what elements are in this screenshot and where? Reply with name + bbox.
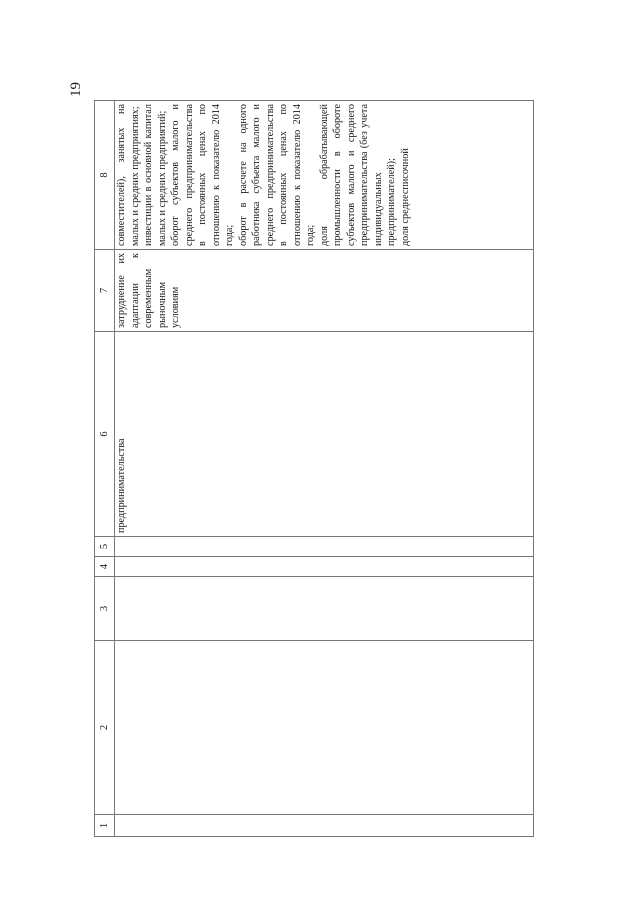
cell-col6: предпринимательства [115, 332, 534, 537]
table-header-row [95, 101, 115, 837]
indicator-line: оборот в расчете на одного работника субъекта малого и среднего предпринимательства в постоянных ценах по отношению к показателю 2014 года; [237, 104, 316, 246]
header-cell-8: 8 [95, 101, 115, 250]
table-row [115, 101, 534, 837]
header-cell-5: 5 [95, 537, 115, 557]
indicator-line: оборот субъектов малого и среднего предпринимательства в постоянных ценах по отношению к показателю 2014 года; [170, 104, 235, 246]
header-cell-6: 6 [95, 332, 115, 537]
indicator-line: совместителей), занятых на малых и средних предприятиях; [116, 104, 141, 246]
cell-col1 [115, 815, 534, 837]
cell-col2 [115, 641, 534, 815]
cell-col4 [115, 557, 534, 577]
indicator-line: инвестиции в основной капитал малых и средних предприятий; [143, 104, 168, 246]
indicator-line: доля среднесписочной [399, 148, 411, 246]
header-cell-1: 1 [95, 815, 115, 837]
header-cell-2: 2 [95, 641, 115, 815]
cell-col7: затруднение их адаптации к современным рыночным условиям [115, 250, 534, 332]
cell-col3 [115, 577, 534, 641]
page-number: 19 [68, 82, 84, 97]
header-cell-7: 7 [95, 250, 115, 332]
program-table [94, 100, 534, 837]
cell-col8 [115, 101, 534, 250]
header-cell-3: 3 [95, 577, 115, 641]
header-cell-4: 4 [95, 557, 115, 577]
indicator-line: доля обрабатывающей промышленности в обороте субъектов малого и среднего предпринимательства (без учета индивидуальных предпринимателей); [318, 104, 397, 246]
cell-col5 [115, 537, 534, 557]
